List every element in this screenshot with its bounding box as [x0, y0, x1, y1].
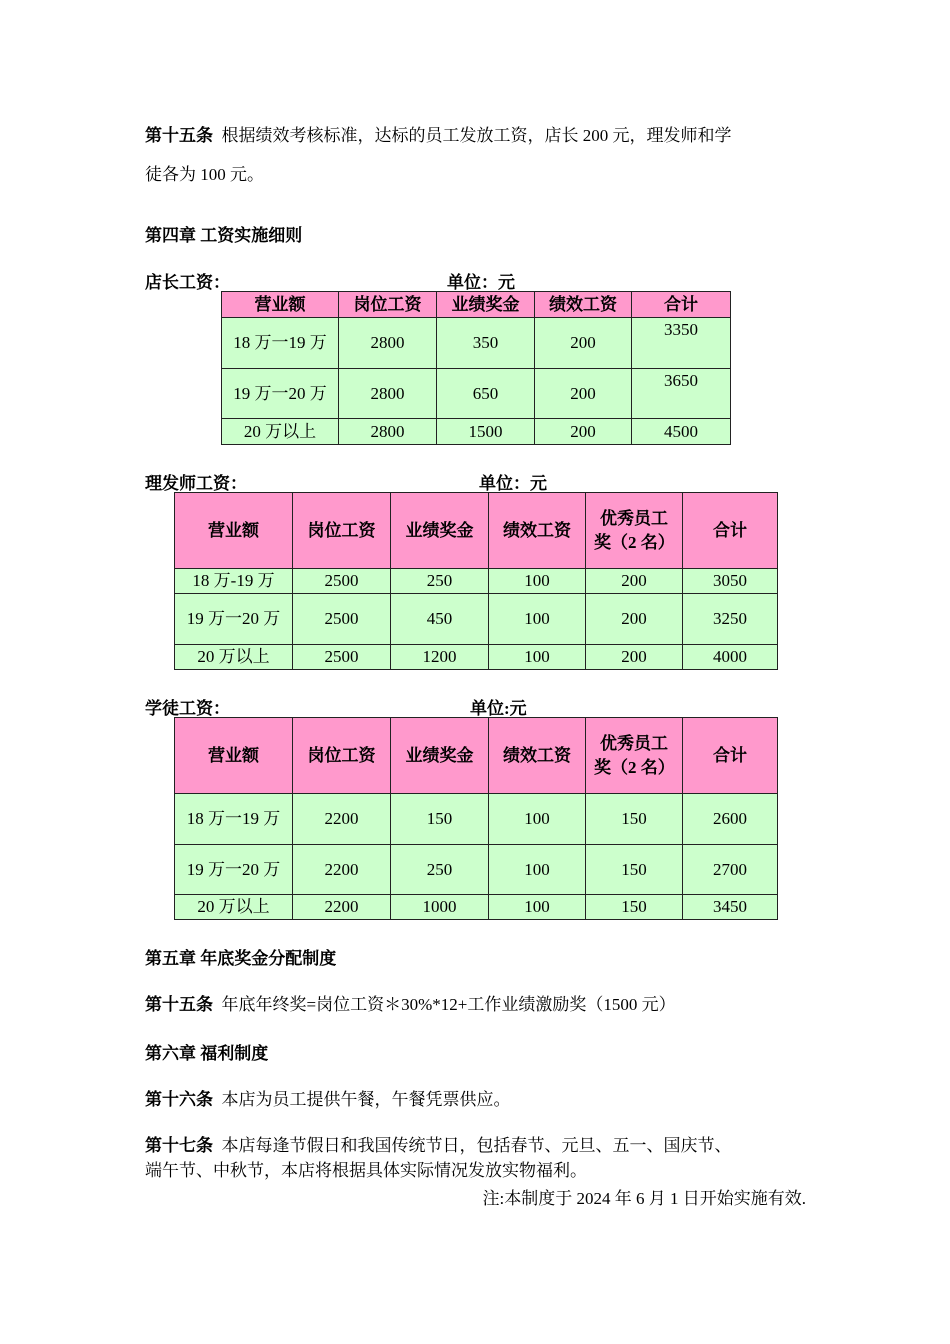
header-cell: 合计: [683, 493, 778, 569]
table-cell: 200: [586, 569, 683, 594]
table-cell: 2500: [293, 569, 391, 594]
header-cell: 业绩奖金: [391, 718, 489, 794]
table-row: [175, 645, 778, 670]
chapter-5-heading: 第五章 年底奖金分配制度: [145, 949, 337, 968]
table-cell: 3250: [683, 594, 778, 645]
table-cell: 100: [489, 594, 586, 645]
table-cell: 450: [391, 594, 489, 645]
manager-salary-unit: 单位：元: [447, 273, 515, 292]
table-cell: 200: [535, 419, 632, 445]
table-cell: 250: [391, 569, 489, 594]
table-row: [175, 594, 778, 645]
table-cell: 200: [586, 594, 683, 645]
table-cell: 150: [586, 794, 683, 845]
table-cell: 100: [489, 645, 586, 670]
table-row: [175, 895, 778, 920]
article-17: [145, 1133, 732, 1183]
table-cell: 2800: [339, 369, 437, 419]
table-cell: 650: [437, 369, 535, 419]
article-15-bonus: [145, 990, 676, 1015]
header-cell: 岗位工资: [293, 718, 391, 794]
header-cell: 业绩奖金: [437, 292, 535, 318]
header-cell: 合计: [683, 718, 778, 794]
table-cell: 2200: [293, 895, 391, 920]
chapter-4-heading: 第四章 工资实施细则: [145, 226, 303, 245]
table-cell: 100: [489, 569, 586, 594]
apprentice-salary-unit: 单位:元: [470, 699, 527, 718]
article-label: 第十七条: [145, 1136, 213, 1155]
barber-salary-unit: 单位：元: [479, 474, 547, 493]
header-cell: 绩效工资: [489, 718, 586, 794]
table-cell: 100: [489, 895, 586, 920]
article-text: 本店为员工提供午餐，午餐凭票供应。: [221, 1090, 511, 1109]
table-cell: 3650: [632, 369, 731, 419]
article-text-line2: 徒各为 100 元。: [145, 165, 264, 184]
table-cell: 3350: [632, 318, 731, 369]
table-cell: 1000: [391, 895, 489, 920]
table-cell: 200: [535, 318, 632, 369]
header-cell: 绩效工资: [489, 493, 586, 569]
table-cell: 2200: [293, 794, 391, 845]
table-cell: 20 万以上: [175, 895, 293, 920]
header-cell: 业绩奖金: [391, 493, 489, 569]
table-cell: 150: [586, 895, 683, 920]
header-cell: 岗位工资: [293, 493, 391, 569]
article-15-performance: [145, 116, 732, 194]
manager-salary-title: 店长工资：: [145, 273, 230, 292]
table-cell: 2600: [683, 794, 778, 845]
table-cell: 3450: [683, 895, 778, 920]
table-cell: 19 万一20 万: [222, 369, 339, 419]
table-cell: 100: [489, 845, 586, 895]
article-label: 第十五条: [145, 995, 213, 1014]
table-cell: 250: [391, 845, 489, 895]
header-cell: 营业额: [222, 292, 339, 318]
table-cell: 150: [586, 845, 683, 895]
article-16: [145, 1085, 511, 1110]
table-cell: 2500: [293, 594, 391, 645]
chapter-6-heading: 第六章 福利制度: [145, 1044, 269, 1063]
header-cell: 营业额: [175, 493, 293, 569]
table-row: [222, 318, 731, 369]
header-cell: 优秀员工奖（2 名）: [586, 493, 683, 569]
table-header-row: [222, 292, 731, 318]
table-cell: 2200: [293, 845, 391, 895]
table-cell: 4500: [632, 419, 731, 445]
effective-date-note: 注:本制度于 2024 年 6 月 1 日开始实施有效.: [482, 1189, 806, 1208]
article-text-line1: 根据绩效考核标准，达标的员工发放工资，店长 200 元，理发师和学: [221, 126, 732, 145]
apprentice-salary-table: [174, 717, 778, 920]
manager-salary-table: [221, 291, 731, 445]
table-cell: 19 万一20 万: [175, 594, 293, 645]
article-text: 年底年终奖=岗位工资＊30%*12+工作业绩激励奖（1500 元）: [221, 995, 676, 1014]
header-cell: 绩效工资: [535, 292, 632, 318]
table-cell: 20 万以上: [175, 645, 293, 670]
apprentice-salary-title: 学徒工资：: [145, 699, 230, 718]
table-cell: 18 万一19 万: [175, 794, 293, 845]
barber-salary-title: 理发师工资：: [145, 474, 247, 493]
table-cell: 3050: [683, 569, 778, 594]
table-cell: 4000: [683, 645, 778, 670]
table-cell: 2700: [683, 845, 778, 895]
article-label: 第十五条: [145, 126, 213, 145]
table-cell: 1500: [437, 419, 535, 445]
table-row: [222, 419, 731, 445]
header-cell: 优秀员工奖（2 名）: [586, 718, 683, 794]
barber-salary-table: [174, 492, 778, 670]
table-cell: 100: [489, 794, 586, 845]
table-row: [222, 369, 731, 419]
table-cell: 1200: [391, 645, 489, 670]
article-text-line2: 端午节、中秋节，本店将根据具体实际情况发放实物福利。: [145, 1161, 587, 1180]
table-cell: 2800: [339, 318, 437, 369]
table-cell: 19 万一20 万: [175, 845, 293, 895]
table-row: [175, 794, 778, 845]
table-cell: 200: [586, 645, 683, 670]
table-cell: 2500: [293, 645, 391, 670]
header-cell: 岗位工资: [339, 292, 437, 318]
table-cell: 2800: [339, 419, 437, 445]
header-cell: 合计: [632, 292, 731, 318]
article-label: 第十六条: [145, 1090, 213, 1109]
table-cell: 150: [391, 794, 489, 845]
header-cell: 营业额: [175, 718, 293, 794]
table-cell: 350: [437, 318, 535, 369]
table-cell: 18 万-19 万: [175, 569, 293, 594]
table-row: [175, 569, 778, 594]
table-header-row: [175, 493, 778, 569]
article-text-line1: 本店每逢节假日和我国传统节日，包括春节、元旦、五一、国庆节、: [221, 1136, 732, 1155]
table-cell: 20 万以上: [222, 419, 339, 445]
table-row: [175, 845, 778, 895]
table-header-row: [175, 718, 778, 794]
table-cell: 200: [535, 369, 632, 419]
table-cell: 18 万一19 万: [222, 318, 339, 369]
